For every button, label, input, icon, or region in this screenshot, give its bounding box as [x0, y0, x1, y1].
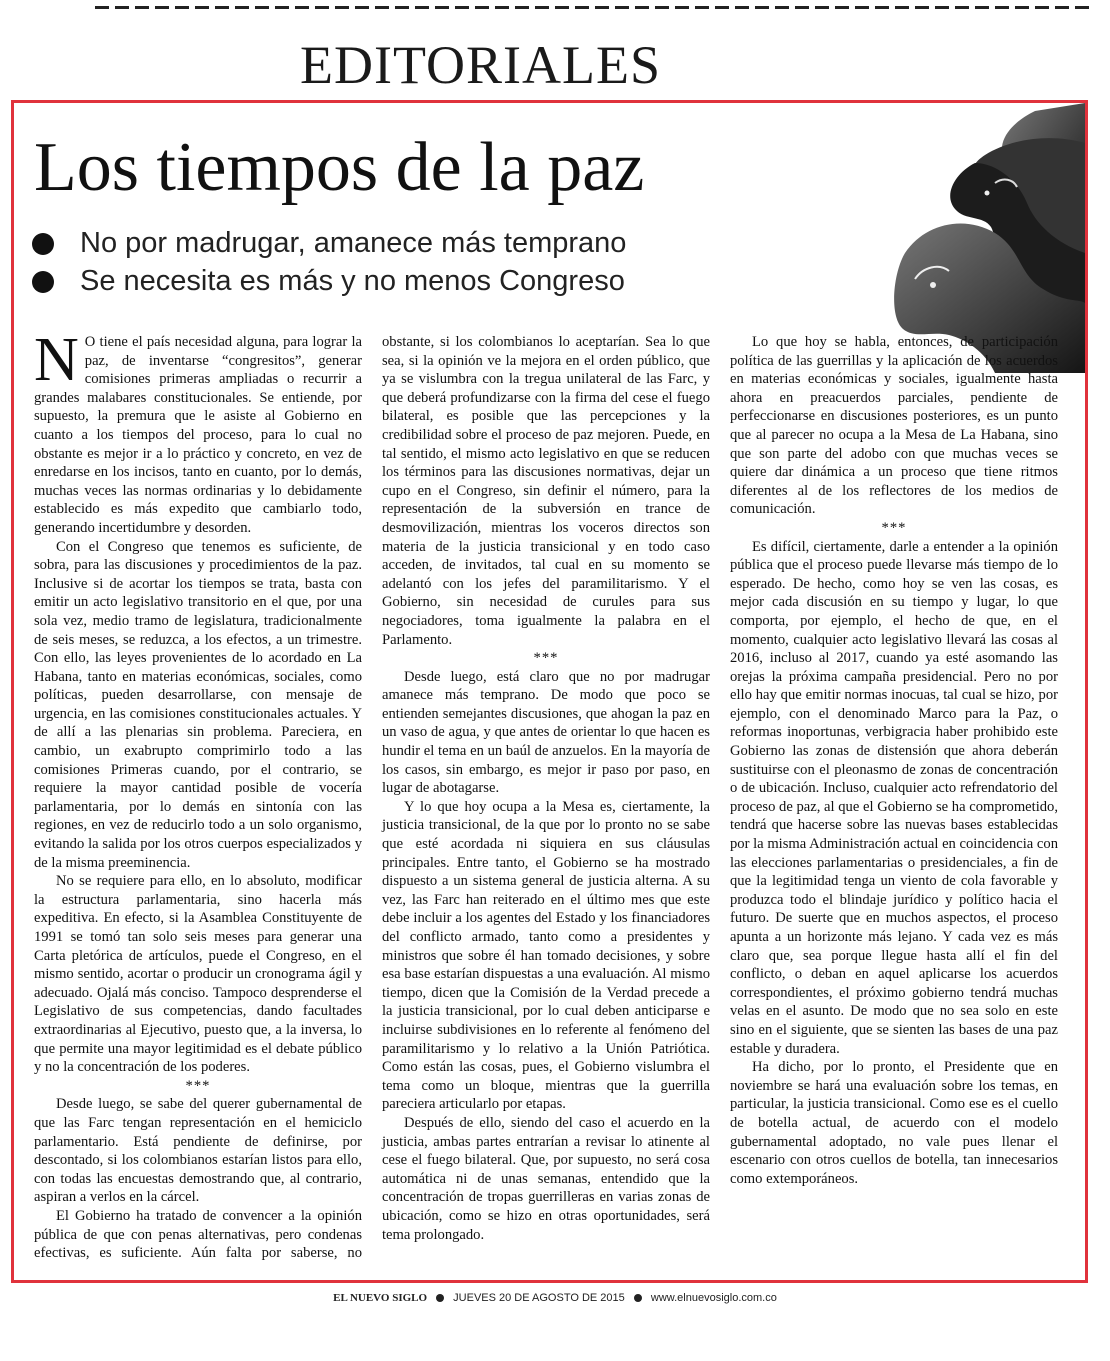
page-footer	[0, 1292, 1110, 1304]
paragraph: Es difícil, ciertamente, darle a entender a la opinión pública que el proceso puede llevarse más tiempo de lo esperado. De hecho, como hoy se ven las cosas, es mejor cada discusión en su tiempo y lugar, lo que comporta, por ejemplo, el hecho de que, en el momento, cualquier acto legislativo llevará las cosas al 2016, incluso al 2017, cuando ya esté asomando las orejas la próxima campaña presidencial. Pero no por ello hay que emitir normas inocuas, tal cual se hizo, por ejemplo, con el denominado Marco para la Paz, o reformas inoportunas, verbigracia haber prohibido este Gobierno las zonas de distensión que ahora deberán sustituirse con el pleonasmo de zonas de concentración o de ubicación. Incluso, cualquier acto refrendatorio del proceso de paz, al que el Gobierno se ha comprometido, tendrá que hacerse sobre las nuevas bases establecidas por la misma Administración actual en coincidencia con las elecciones parlamentarias o presidenciales, a fin de que la legitimidad tenga un viento de cola favorable y produzca todo el blindaje jurídico y político hacia el futuro. De suerte que en muchos aspectos, el proceso apunta a un horizonte más lejano. Y cada vez es más claro que, sea porque llegue hasta allí el fin del conflicto, o deban en aquel aplicarse los acuerdos correspondientes, el próximo gobierno tendrá muchas velas en el asunto. De modo que no sea solo en este sino en el siguiente, que se sienten las bases de una paz estable y duradera.	[730, 538, 1058, 1057]
separator: ***	[185, 1077, 211, 1094]
paragraph: El Gobierno ha tratado de convencer a la opinión pública de que con penas alternativas, pero condenas efectivas, es suficiente. Aún falta por saberse, no obstante, si los colombianos lo aceptarían. Sea lo que sea, si la opinión ve la mejora en el orden público, que ya se vislumbra con la tregua unilateral de las Farc, y que deberá profundizarse con la firma del cese el fuego bilateral, es posible que las percepciones y la credibilidad sobre el proceso de paz mejoren. Puede, en tal sentido, el mismo acto legislativo en que se reducen los términos para las discusiones normativas, dejar un cupo en el Congreso, sin definir el número, para la representación de la subversión en trance de desmovilización, mientras los voceros directos son materia de la justicia transicional y en todo caso acceden, de invitados, tal cual en su momento se adelantó con los jefes del paramilitarismo. Y el Gobierno, sin necesidad de curules para sus negociadores, toma igualmente la palabra en el Parlamento.	[34, 334, 710, 1262]
section-title: EDITORIALES	[300, 35, 661, 95]
top-rule	[95, 6, 1095, 9]
website-link[interactable]: www.elnuevosiglo.com.co	[650, 1292, 777, 1304]
paragraph: No se requiere para ello, en lo absoluto, modificar la estructura parlamentaria, sino hacerla más expeditiva. En efecto, si la Asamblea Constituyente de 1991 se tomó tan solo seis meses para generar una Carta pletórica de artículos, puede el Congreso, en el mismo sentido, acortar o producir un cronograma ágil y adecuado. Ojalá más conciso. Tampoco desprenderse el Legislativo de sus competencias, dando facultades extraordinarias al Ejecutivo, puesto que, a la inversa, lo que permite una mayor legitimidad es el debate público y no la concentración de los poderes.	[34, 873, 362, 1076]
paragraph: Después de ello, siendo del caso el acuerdo en la justicia, ambas partes entrarían a revisar lo atinente al cese el fuego bilateral. Que, por supuesto, no será cosa automática ni de unas semanas, entendido que la concentración de tropas guerrilleras en varias zonas de ubicación, como se hizo en otras oportunidades, será tema prolongado.	[382, 1114, 710, 1243]
paragraph: Lo que hoy se habla, entonces, de participación política de las guerrillas y la aplicación de los acuerdos en materias económicas y sociales, igualmente hasta ahora en preacuerdos parciales, pendiente de perfeccionarse en discusiones posteriores, es un punto que al parecer no ocupa a la Mesa de La Habana, sino que son parte del adobo con que muchas veces se quiere dar dinámica a un proceso que tiene ritmos diferentes al de los reflectores de los medios de comunicación.	[730, 334, 1058, 518]
bullet-icon	[634, 1294, 642, 1302]
subhead-text: Se necesita es más y no menos Congreso	[80, 265, 625, 297]
article-body	[34, 326, 1058, 1273]
subhead-1	[32, 227, 626, 260]
paper-name: EL NUEVO SIGLO	[333, 1292, 428, 1304]
separator: ***	[533, 650, 559, 667]
bullet-icon	[436, 1294, 444, 1302]
paragraph: Con el Congreso que tenemos es suficiente, de sobra, para las discusiones y procedimientos de la paz. Inclusive si de acortar los tiempos se trata, basta con emitir un acto legislativo transitorio en el que, por una sola vez, medio tramo de legislatura, tradicionalmente de seis meses, se reduzca, a los efectos, a un trimestre. Con ello, las leyes provenientes de lo acordado en La Habana, tanto en materias económicas, sociales, como políticas, pueden desarrollarse, con mensaje de urgencia, en las comisiones constitucionales actuales. Y de allí a las plenarias sin problema. Pareciera, en cambio, un exabrupto comprimirlo todo a las comisiones Primeras cuando, por el contrario, se requiere la mayor cantidad posible de vocería parlamentaria, por lo demás en sintonía con las regiones, en vez de reducirlo todo a un solo organismo, evitando la salida por los otros cuerpos especializados y de la misma preeminencia.	[34, 538, 362, 871]
paragraph: Y lo que hoy ocupa a la Mesa es, ciertamente, la justicia transicional, de la que por lo pronto no se sabe que esté acordada ni siquiera en sus cláusulas principales. Entre tanto, el Gobierno se ha mostrado dispuesto a un sistema general de justicia alterna. A su vez, las Farc han reiterado en el último mes que este debe incluir a los agentes del Estado y los financiadores del conflicto armado, tanto como a presidentes y ministros que sobre él han tomado decisiones, y sobre esa base estarían dispuestas a una evaluación. Al mismo tiempo, dicen que la Comisión de la Verdad precede a la justicia transicional, por lo cual deben anticiparse e incluirse subdivisiones en lo referente al fenómeno del paramilitarismo y lo relativo a la Unión Patriótica. Como están las cosas, pues, el Gobierno vislumbra el tema como un bloque, mientras que la guerrilla pareciera articularlo por etapas.	[382, 798, 710, 1113]
paragraph: Desde luego, está claro que no por madrugar amanece más temprano. De modo que poco se entienden semejantes discusiones, que ahogan la paz en un vaso de agua, y que antes de orientar lo que hacen es hundir el tema en un baúl de anzuelos. En la mayoría de los casos, sin embargo, es mejor ir paso por paso, en lugar de abotagarse.	[382, 668, 710, 797]
drop-cap: N	[34, 326, 79, 394]
paragraph: Desde luego, se sabe del querer gubernamental de que las Farc tengan representación en el hemiciclo parlamentario. Está pendiente de definirse, por descontado, si los colombianos estarían listos para ello, con todas las encuestas demostrando que, al contrario, aspiran a verlos en la cárcel.	[34, 1096, 362, 1206]
headline: Los tiempos de la paz	[34, 129, 645, 206]
paragraph: N O tiene el país necesidad alguna, para lograr la paz, de inventarse “congresitos”, generar comisiones primeras ampliadas o recurrir a grandes malabares constitucionales. Se entiende, por supuesto, la premura que le asiste al Gobierno en cuanto a los tiempos del proceso, para lo cual no obstante es mejor ir a lo práctico y concreto, en vez de enredarse en los incisos, tanto en cuanto, por lo demás, muchas veces las normas ordinarias y lo debidamente establecido es más expedito que cambiarlo todo, generando incertidumbre y desorden.	[34, 326, 362, 536]
separator: ***	[881, 519, 907, 536]
subhead-2	[32, 265, 625, 298]
subhead-text: No por madrugar, amanece más temprano	[80, 227, 627, 259]
bullet-icon	[32, 271, 54, 293]
bullet-icon	[32, 233, 54, 255]
paragraph: Ha dicho, por lo pronto, el Presidente que en noviembre se hará una evaluación sobre los temas, en particular, la justicia transicional. Como ese es el cuello de botella actual, de acuerdo con el modelo gubernamental adoptado, no vale pues llenar el escenario con otros cuellos de botella, tan innecesarios como extemporáneos.	[730, 1059, 1058, 1187]
issue-date: JUEVES 20 DE AGOSTO DE 2015	[453, 1292, 625, 1304]
